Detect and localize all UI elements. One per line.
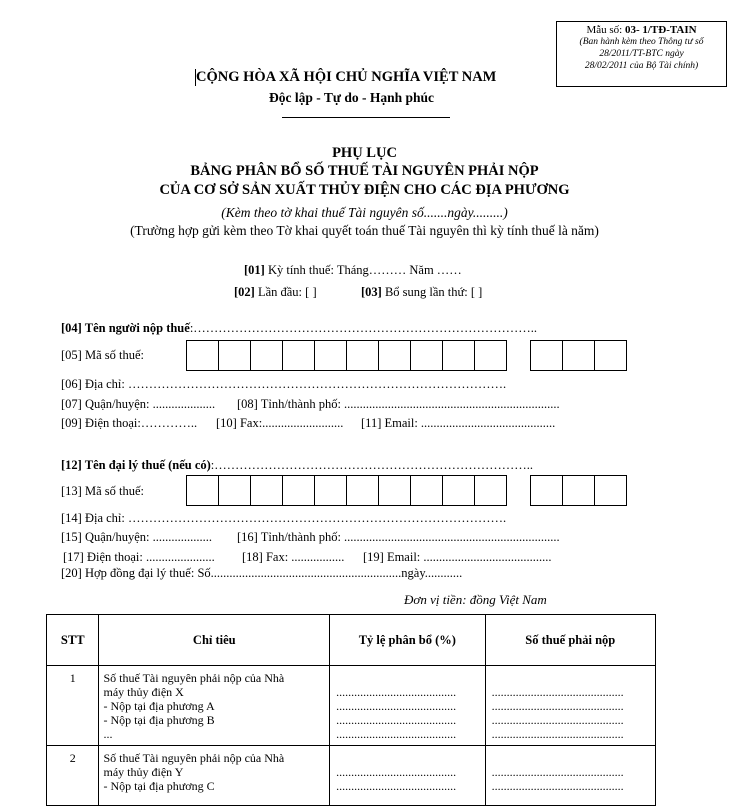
row-stt: 1: [47, 666, 99, 746]
issued-note-2: 28/2011/TT-BTC ngày: [599, 49, 684, 59]
row-tax[interactable]: ............................................ ............................................: [485, 746, 655, 806]
row-indicator: Số thuế Tài nguyên phải nộp của Nhà máy thủy điện X - Nộp tại địa phương A - Nộp tại địa phương B ...: [99, 666, 330, 746]
header-underline: [282, 117, 450, 118]
issued-note-1: (Ban hành kèm theo Thông tư số: [579, 37, 704, 47]
field-17: [17] Điện thoại: ......................: [63, 550, 215, 564]
field-18: [18] Fax: .................: [242, 550, 345, 564]
field-03: [03] Bổ sung lần thứ: [ ]: [361, 285, 483, 299]
field-10: [10] Fax:..........................: [216, 416, 344, 430]
header-indicator: Chỉ tiêu: [99, 615, 330, 666]
row-stt: 2: [47, 746, 99, 806]
field-08: [08] Tỉnh/thành phố: .....................................................................: [237, 397, 560, 411]
allocation-table: [46, 614, 656, 806]
table-row: [47, 746, 656, 806]
title-line-3: CỦA CƠ SỞ SẢN XUẤT THỦY ĐIỆN CHO CÁC ĐỊA PHƯƠNG: [159, 182, 570, 198]
field-15: [15] Quận/huyện: ...................: [61, 530, 213, 544]
field-07: [07] Quận/huyện: ....................: [61, 397, 216, 411]
agent-tax-code-suffix-boxes[interactable]: [531, 475, 627, 506]
text-cursor: [195, 69, 196, 86]
row-indicator: Số thuế Tài nguyên phải nộp của Nhà máy thủy điện Y - Nộp tại địa phương C: [99, 746, 330, 806]
field-14: [14] Địa chỉ: ……………………………………………………………………………….: [61, 511, 507, 525]
field-16: [16] Tỉnh/thành phố: .....................................................................: [237, 530, 560, 544]
motto: Độc lập - Tự do - Hạnh phúc: [269, 90, 435, 105]
field-13-label: [13] Mã số thuế:: [61, 484, 144, 498]
tax-code-suffix-boxes[interactable]: [531, 340, 627, 371]
agent-tax-code-boxes[interactable]: [187, 475, 507, 506]
table-row: [47, 666, 656, 746]
header-ratio: Tỷ lệ phân bổ (%): [330, 615, 485, 666]
issued-note-3: 28/02/2011 của Bộ Tài chính): [584, 61, 699, 71]
period-note: (Trường hợp gửi kèm theo Tờ khai quyết toán thuế Tài nguyên thì kỳ tính thuế là năm): [130, 223, 599, 238]
field-02: [02] Lần đầu: [ ]: [234, 285, 317, 299]
title-line-2: BẢNG PHÂN BỔ SỐ THUẾ TÀI NGUYÊN PHẢI NỘP: [190, 163, 539, 179]
field-04: [04] Tên người nộp thuế:………………………………………………………………………..: [61, 321, 538, 335]
table-header-row: [47, 615, 656, 666]
header-tax-payable: Số thuế phải nộp: [485, 615, 655, 666]
field-01: [01] Kỳ tính thuế: Tháng……… Năm ……: [244, 263, 462, 277]
field-20: [20] Hợp đồng đại lý thuế: Số.............................................................ngày............: [61, 566, 463, 580]
field-09: [09] Điện thoại:…………..: [61, 416, 198, 430]
nation-heading: CỘNG HÒA XÃ HỘI CHỦ NGHĨA VIỆT NAM: [196, 69, 497, 85]
field-06: [06] Địa chỉ: ……………………………………………………………………………….: [61, 377, 507, 391]
appendix-title: PHỤ LỤC: [332, 145, 397, 161]
field-12: [12] Tên đại lý thuế (nếu có):…………………………………………………………………..: [61, 458, 534, 472]
attached-note: (Kèm theo tờ khai thuế Tài nguyên số.......ngày.........): [221, 205, 508, 220]
currency-unit: Đơn vị tiền: đồng Việt Nam: [404, 592, 547, 607]
field-19: [19] Email: .........................................: [363, 550, 552, 564]
field-11: [11] Email: ...........................................: [361, 416, 556, 430]
row-tax[interactable]: ............................................ ............................................ ............................................ ............................................: [485, 666, 655, 746]
row-ratio[interactable]: ........................................ ........................................ ........................................ ........................................: [330, 666, 485, 746]
form-code: Mẫu số: 03- 1/TĐ-TAIN: [586, 24, 697, 36]
row-ratio[interactable]: ........................................ ........................................: [330, 746, 485, 806]
tax-code-boxes[interactable]: [187, 340, 507, 371]
field-05-label: [05] Mã số thuế:: [61, 348, 144, 362]
header-stt: STT: [47, 615, 99, 666]
form-code-box: [556, 21, 727, 87]
